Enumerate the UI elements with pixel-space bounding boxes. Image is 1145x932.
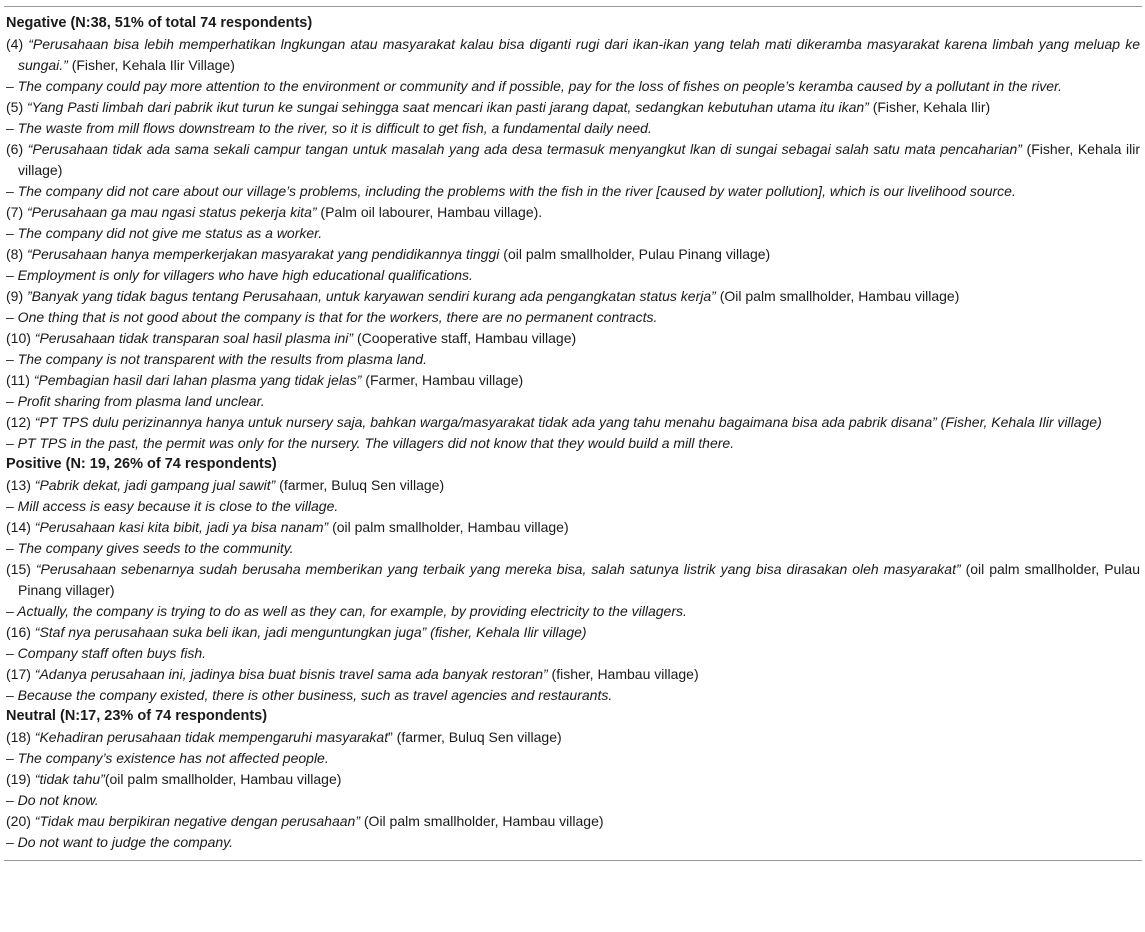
item-number: (15) — [6, 561, 31, 577]
section-heading-negative: Negative (N:38, 51% of total 74 respondents) — [6, 15, 313, 31]
item-source: (Fisher, Kehala Ilir) — [872, 99, 991, 115]
item-source: (farmer, Buluq Sen village) — [279, 477, 445, 493]
item-quote: “tidak tahu” — [34, 771, 105, 787]
item-source: (Oil palm smallholder, Hambau village) — [719, 288, 960, 304]
list-item — [4, 202, 1142, 244]
list-item — [4, 769, 1142, 811]
item-quote: “Kehadiran perusahaan tidak mempengaruhi masyarakat — [34, 729, 389, 745]
item-quote: ”Banyak yang tidak bagus tentang Perusahaan, untuk karyawan sendiri kurang ada pengangkatan status kerja” — [27, 288, 716, 304]
item-source: (Fisher, Kehala Ilir Village) — [71, 57, 235, 73]
list-item — [4, 286, 1142, 328]
item-translation: – Company staff often buys fish. — [6, 645, 206, 661]
item-translation: – Actually, the company is trying to do as well as they can, for example, by providing electricity to the villagers. — [6, 603, 687, 619]
item-quote: “Perusahaan hanya memperkerjakan masyarakat yang pendidikannya tinggi — [27, 246, 500, 262]
item-translation: – Do not want to judge the company. — [6, 834, 233, 850]
section-heading-neutral: Neutral (N:17, 23% of 74 respondents) — [6, 708, 268, 724]
item-quote: “Tidak mau berpikiran negative dengan perusahaan” — [34, 813, 360, 829]
item-number: (16) — [6, 624, 31, 640]
item-source: (oil palm smallholder, Hambau village) — [332, 519, 569, 535]
quotes-table — [4, 6, 1142, 861]
item-number: (17) — [6, 666, 31, 682]
item-translation: – The company is not transparent with the results from plasma land. — [6, 351, 427, 367]
item-source: (Palm oil labourer, Hambau village). — [320, 204, 543, 220]
item-source: (oil palm smallholder, Hambau village) — [104, 771, 342, 787]
item-number: (4) — [6, 36, 24, 52]
item-number: (11) — [6, 372, 30, 388]
item-translation: – One thing that is not good about the company is that for the workers, there are no permanent contracts. — [6, 309, 658, 325]
list-item — [4, 97, 1142, 139]
item-quote: “Perusahaan kasi kita bibit, jadi ya bisa nanam” — [34, 519, 329, 535]
item-translation: – The company’s existence has not affected people. — [6, 750, 329, 766]
list-item — [4, 517, 1142, 559]
list-item — [4, 475, 1142, 517]
item-source: ” (farmer, Buluq Sen village) — [388, 729, 562, 745]
list-item — [4, 412, 1142, 454]
section-heading-positive: Positive (N: 19, 26% of 74 respondents) — [6, 456, 277, 472]
item-translation: – The company could pay more attention to the environment or community and if possible, pay for the loss of fishes on people’s keramba caused by a pollutant in the river. — [6, 78, 1063, 94]
item-quote: “Perusahaan bisa lebih memperhatikan lngkungan atau masyarakat kalau bisa diganti rugi dari ikan-ikan yang telah mati dikeramba masyarakat karena limbah yang meluap ke sungai.” — [18, 36, 1140, 73]
item-source: (Cooperative staff, Hambau village) — [356, 330, 577, 346]
item-translation: – Do not know. — [6, 792, 99, 808]
list-item — [4, 622, 1142, 664]
item-translation: – The company did not give me status as a worker. — [6, 225, 323, 241]
item-quote: “Perusahaan sebenarnya sudah berusaha memberikan yang terbaik yang mereka bisa, salah satunya listrik yang bisa dirasakan oleh masyarakat” — [35, 561, 961, 577]
item-translation: – Because the company existed, there is other business, such as travel agencies and restaurants. — [6, 687, 613, 703]
list-item — [4, 34, 1142, 97]
list-item — [4, 664, 1142, 706]
item-number: (6) — [6, 141, 24, 157]
list-item — [4, 328, 1142, 370]
list-item — [4, 244, 1142, 286]
item-number: (19) — [6, 771, 31, 787]
item-number: (12) — [6, 414, 31, 430]
item-quote: “Staf nya perusahaan suka beli ikan, jadi menguntungkan juga” (fisher, Kehala Ilir village) — [34, 624, 587, 640]
item-source: (oil palm smallholder, Pulau Pinang villager) — [18, 561, 1141, 598]
item-number: (10) — [6, 330, 31, 346]
item-translation: – PT TPS in the past, the permit was only for the nursery. The villagers did not know that they would build a mill there. — [6, 435, 735, 451]
item-translation: – The company did not care about our village’s problems, including the problems with the fish in the river [caused by water pollution], which is our livelihood source. — [6, 183, 1016, 199]
item-quote: “Adanya perusahaan ini, jadinya bisa buat bisnis travel sama ada banyak restoran” — [34, 666, 548, 682]
item-source: (oil palm smallholder, Pulau Pinang village) — [503, 246, 771, 262]
item-translation: – Employment is only for villagers who have high educational qualifications. — [6, 267, 473, 283]
item-translation: – Mill access is easy because it is close to the village. — [6, 498, 339, 514]
table-body — [4, 13, 1142, 853]
list-item — [4, 370, 1142, 412]
item-number: (7) — [6, 204, 24, 220]
item-quote: “Pembagian hasil dari lahan plasma yang tidak jelas” — [33, 372, 362, 388]
item-source: (Fisher, Kehala ilir village) — [18, 141, 1141, 178]
item-source: (Farmer, Hambau village) — [365, 372, 524, 388]
item-quote: “Pabrik dekat, jadi gampang jual sawit” — [34, 477, 276, 493]
item-quote: “Perusahaan tidak transparan soal hasil plasma ini” — [34, 330, 354, 346]
item-translation: – Profit sharing from plasma land unclear. — [6, 393, 265, 409]
item-translation: – The waste from mill flows downstream to the river, so it is difficult to get fish, a fundamental daily need. — [6, 120, 652, 136]
item-quote: “Perusahaan tidak ada sama sekali campur tangan untuk masalah yang ada desa termasuk menyangkut lkan di sungai sebagai salah satu mata pencaharian” — [27, 141, 1022, 157]
item-quote: “Perusahaan ga mau ngasi status pekerja kita” — [27, 204, 317, 220]
item-source: (Oil palm smallholder, Hambau village) — [363, 813, 604, 829]
item-number: (5) — [6, 99, 24, 115]
item-number: (13) — [6, 477, 31, 493]
item-translation: – The company gives seeds to the community. — [6, 540, 294, 556]
list-item — [4, 559, 1142, 622]
item-number: (20) — [6, 813, 31, 829]
list-item — [4, 727, 1142, 769]
list-item — [4, 811, 1142, 853]
item-number: (18) — [6, 729, 31, 745]
list-item — [4, 139, 1142, 202]
item-number: (14) — [6, 519, 31, 535]
item-quote: “Yang Pasti limbah dari pabrik ikut turun ke sungai sehingga saat mencari ikan pasti jarang dapat, sedangkan kebutuhan utama itu ikan” — [27, 99, 869, 115]
item-quote: “PT TPS dulu perizinannya hanya untuk nursery saja, bahkan warga/masyarakat tidak ada yang tahu menahu bagaimana bisa ada pabrik disana” (Fisher, Kehala Ilir village) — [34, 414, 1102, 430]
item-source: (fisher, Hambau village) — [551, 666, 699, 682]
item-number: (9) — [6, 288, 24, 304]
item-number: (8) — [6, 246, 24, 262]
